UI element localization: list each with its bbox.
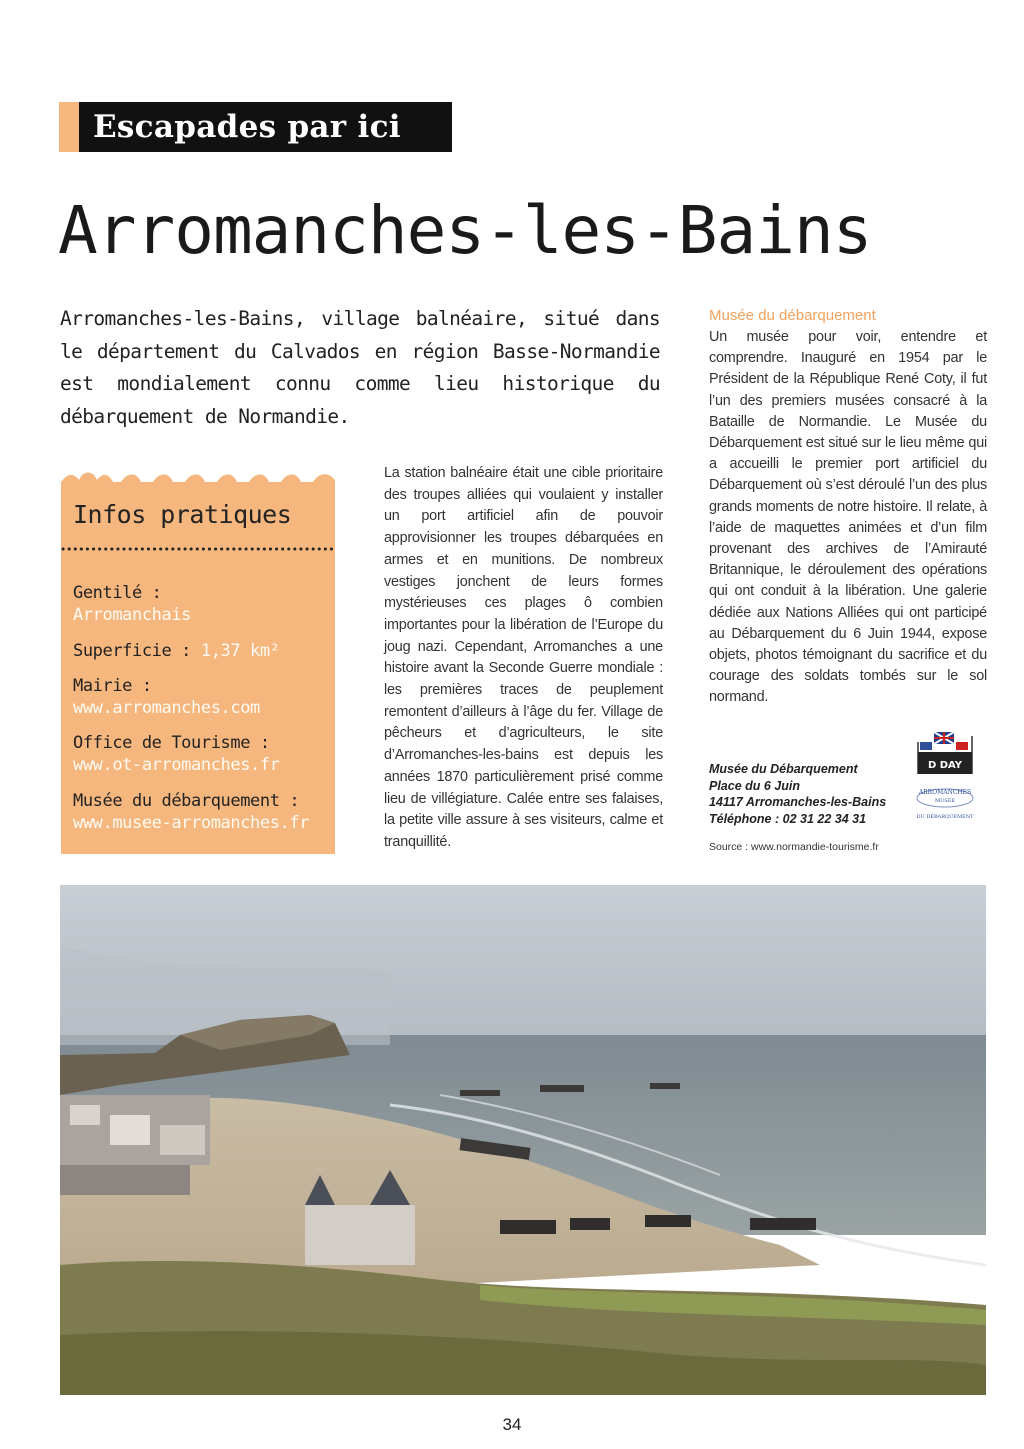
infos-title: Infos pratiques: [73, 500, 292, 529]
info-value: 1,37 km²: [200, 641, 280, 661]
address-line: Musée du Débarquement: [709, 762, 858, 776]
page-number: 34: [502, 1415, 522, 1434]
info-link-musee[interactable]: www.musee-arromanches.fr: [73, 813, 310, 833]
info-mairie: [73, 675, 333, 719]
museum-logo-icon: [912, 728, 978, 824]
dotted-divider: [61, 546, 335, 552]
info-label: Superficie :: [73, 641, 192, 661]
museum-text: Un musée pour voir, entendre et comprendre. Inauguré en 1954 par le Président de la République René Coty, il fut l’un des premiers musées consacré à la Bataille de Normandie. Le Musée du Débarquement est situé sur le lieu même qui a accueilli le premier port artificiel du Débarquement où s’est déroulé l’un des plus grands moments de notre histoire. Il relate, à l’aide de maquettes animées et d’un film provenant des archives de l’Amirauté Britannique, le déroulement des opérations qui ont conduit à la libération. Une galerie dédiée aux Nations Alliées qui ont participé au Débarquement du 6 Juin 1944, expose objets, photos témoignant du sacrifice et du courage des soldats tombés sur le sol normand.: [709, 329, 987, 706]
section-tag: Escapades par ici: [79, 102, 452, 152]
info-link-mairie[interactable]: www.arromanches.com: [73, 698, 260, 718]
logo-text: DU DÉBARQUEMENT: [916, 814, 974, 820]
info-label: Gentilé :: [73, 583, 162, 603]
info-superficie: [73, 640, 333, 662]
page-title: Arromanches-les-Bains: [58, 192, 872, 269]
section-tag-accent: [59, 102, 79, 152]
history-column: La station balnéaire était une cible prioritaire des troupes alliées qui voulaient y installer un port artificiel afin de pouvoir approvisionner les troupes débarquées en armes et en munitions. De nombreux vestiges jonchent de leurs formes mystérieuses ces plages ô combien importantes pour la libération de l’Europe du joug nazi. Cependant, Arromanches a une histoire avant la Seconde Guerre mondiale : les premières traces de peuplement remontent d’ailleurs à l’âge du fer. Village de pêcheurs et d’agriculteurs, le site d’Arromanches-les-bains est depuis les années 1870 particulièrement prisé comme lieu de villégiature. Calée entre ses falaises, la petite ville assure à ses visiteurs, calme et tranquillité.: [384, 465, 663, 850]
logo-text: D DAY: [927, 760, 963, 771]
infos-pratiques-card: [61, 470, 335, 854]
info-label: Mairie :: [73, 676, 152, 696]
info-value: Arromanchais: [73, 605, 192, 625]
info-label: Musée du débarquement :: [73, 791, 300, 811]
address-line: Place du 6 Juin: [709, 778, 801, 793]
info-musee: [73, 790, 333, 834]
museum-heading: Musée du débarquement: [709, 307, 876, 324]
info-label: Office de Tourisme :: [73, 733, 270, 753]
intro-paragraph: Arromanches-les-Bains, village balnéaire, situé dans le département du Calvados en région Basse-Normandie est mondialement connu comme lieu historique du débarquement de Normandie.: [60, 307, 660, 428]
info-office-tourisme: [73, 732, 333, 776]
info-gentile: [73, 582, 333, 626]
logo-text: MUSÉE: [934, 798, 956, 804]
seaside-landscape-photo: [60, 885, 986, 1395]
address-phone: Téléphone : 02 31 22 34 31: [709, 811, 867, 826]
address-line: 14117 Arromanches-les-Bains: [709, 795, 887, 809]
landscape-illustration: [60, 885, 986, 1395]
source-credit: Source : www.normandie-tourisme.fr: [709, 841, 879, 853]
museum-address: [709, 761, 919, 827]
logo-text: ARROMANCHES: [918, 789, 972, 796]
info-link-office[interactable]: www.ot-arromanches.fr: [73, 755, 280, 775]
